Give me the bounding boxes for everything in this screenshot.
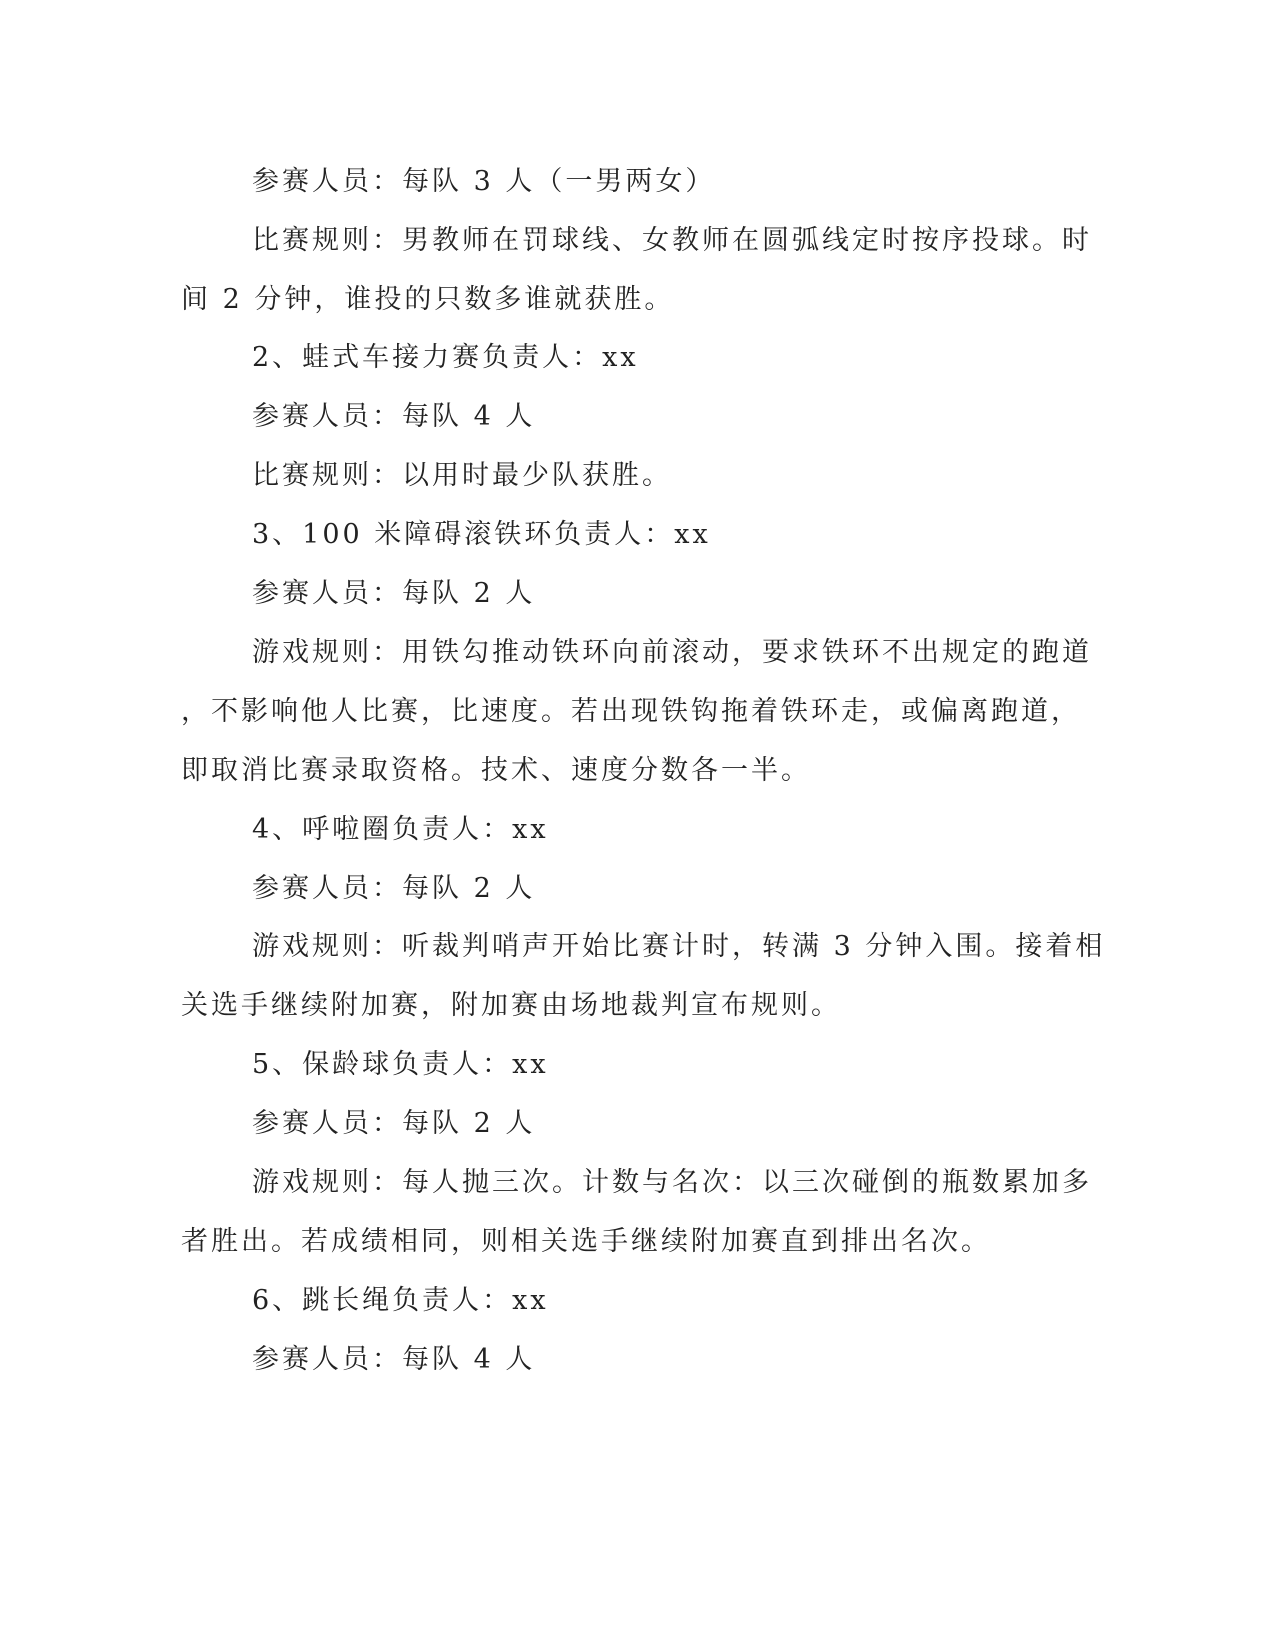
rules-line-1a: 比赛规则：男教师在罚球线、女教师在圆弧线定时按序投球。时	[252, 225, 1092, 256]
rules-line-4b: 关选手继续附加赛，附加赛由场地裁判宣布规则。	[181, 990, 841, 1021]
rules-line-4a: 游戏规则：听裁判哨声开始比赛计时，转满 3 分钟入围。接着相	[252, 931, 1106, 962]
section-heading-6: 6、跳长绳负责人：xx	[252, 1285, 549, 1316]
participants-line-3: 参赛人员：每队 2 人	[252, 578, 536, 609]
section-heading-3: 3、100 米障碍滚铁环负责人：xx	[252, 519, 711, 550]
section-heading-2: 2、蛙式车接力赛负责人：xx	[252, 342, 639, 373]
section-heading-4: 4、呼啦圈负责人：xx	[252, 814, 549, 845]
rules-line-3a: 游戏规则：用铁勾推动铁环向前滚动，要求铁环不出规定的跑道	[252, 637, 1092, 668]
rules-line-1b: 间 2 分钟，谁投的只数多谁就获胜。	[181, 284, 675, 315]
participants-line-4: 参赛人员：每队 2 人	[252, 873, 536, 904]
section-heading-5: 5、保龄球负责人：xx	[252, 1049, 549, 1080]
participants-line-5: 参赛人员：每队 2 人	[252, 1108, 536, 1139]
participants-line-6: 参赛人员：每队 4 人	[252, 1344, 536, 1375]
rules-line-3c: 即取消比赛录取资格。技术、速度分数各一半。	[181, 755, 811, 786]
rules-line-5a: 游戏规则：每人抛三次。计数与名次：以三次碰倒的瓶数累加多	[252, 1167, 1092, 1198]
rules-line-3b: ，不影响他人比赛，比速度。若出现铁钩拖着铁环走，或偏离跑道，	[181, 696, 1081, 727]
rules-line-2: 比赛规则：以用时最少队获胜。	[252, 460, 672, 491]
participants-line-1: 参赛人员：每队 3 人（一男两女）	[252, 166, 716, 197]
participants-line-2: 参赛人员：每队 4 人	[252, 401, 536, 432]
rules-line-5b: 者胜出。若成绩相同，则相关选手继续附加赛直到排出名次。	[181, 1226, 991, 1257]
